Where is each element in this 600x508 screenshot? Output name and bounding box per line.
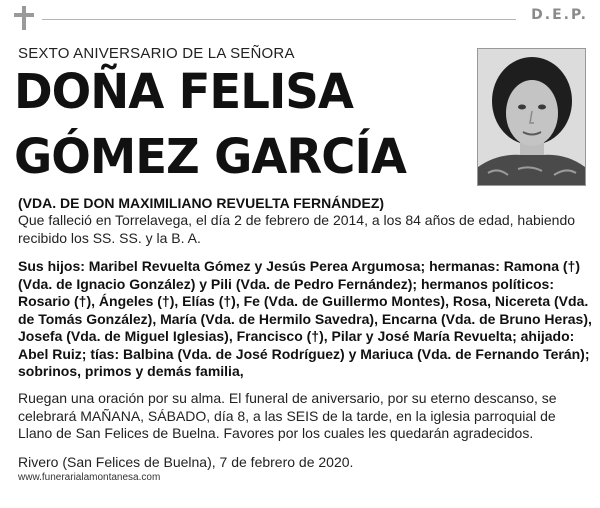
header-rule xyxy=(42,19,516,20)
anniversary-line: SEXTO ANIVERSARIO DE LA SEÑORA xyxy=(18,45,295,62)
death-details: Que falleció en Torrelavega, el día 2 de febrero de 2014, a los 84 años de edad, habiendo recibido los SS. SS. y la B. A. xyxy=(18,212,576,246)
family-list: Sus hijos: Maribel Revuelta Gómez y Jesús Perea Argumosa; hermanas: Ramona (†) (Vda. de Ignacio González) y Pili (Vda. de Pedro Fernández); hermanos políticos: Rosario (†), Ángeles (†), Elías (†), Fe (Vda. de Guillermo Montes), Rosa, Nicereta (Vda. de Tomás González), María (Vda. de Hermilo Savedra), Encarna (Vda. de Bruno Heras), Josefa (Vda. de Miguel Iglesias), Francisco (†), Pilar y José María Revuelta; ahijado: Abel Ruiz; tías: Balbina (Vda. de José Rodríguez) y Mariuca (Vda. de Fernando Terán); sobrinos, primos y demás familia, xyxy=(18,258,592,379)
place-date: Rivero (San Felices de Buelna), 7 de febrero de 2020. xyxy=(18,454,354,470)
widow-line: (VDA. DE DON MAXIMILIANO REVUELTA FERNÁNDEZ) xyxy=(18,195,385,211)
website-link[interactable]: www.funerarialamontanesa.com xyxy=(18,472,161,483)
deceased-name-line1: DOÑA FELISA xyxy=(14,64,353,120)
deceased-name-line2: GÓMEZ GARCÍA xyxy=(14,129,406,185)
latin-cross-icon xyxy=(14,6,34,30)
deceased-photo xyxy=(477,48,586,186)
header-bar xyxy=(12,0,588,32)
funeral-invitation: Ruegan una oración por su alma. El funeral de aniversario, por su eterno descanso, se celebrará MAÑANA, SÁBADO, día 8, a las SEIS de la tarde, en la iglesia parroquial de Llano de San Felices de Buelna. Favores por los cuales les quedarán agradecidos. xyxy=(18,390,557,441)
dep-label: D.E.P. xyxy=(531,7,588,23)
